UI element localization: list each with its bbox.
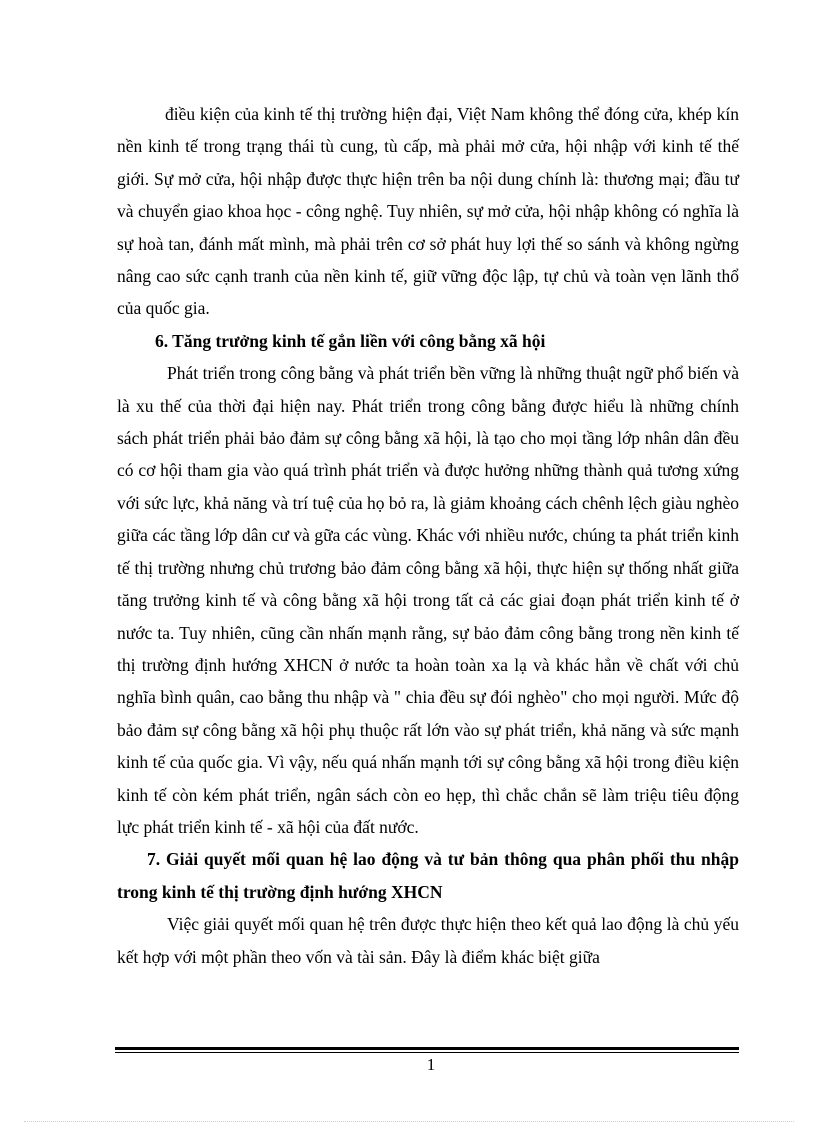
paragraph-section-7: Việc giải quyết mối quan hệ trên được thực hiện theo kết quả lao động là chủ yếu kết hợp với một phần theo vốn và tài sản. Đây là điểm khác biệt giữa	[117, 914, 739, 967]
footer-rule-thick	[115, 1047, 739, 1050]
page-number: 1	[426, 1055, 436, 1074]
section-7-heading: 7. Giải quyết mối quan hệ lao động và tư bản thông qua phân phối thu nhập trong kinh tế thị trường định hướng XHCN	[117, 849, 739, 902]
page-edge-divider	[24, 1121, 794, 1122]
section-6-heading: 6. Tăng trưởng kinh tế gắn liền với công bằng xã hội	[155, 330, 546, 351]
paragraph-intro-continuation: điều kiện của kinh tế thị trường hiện đại, Việt Nam không thể đóng cửa, khép kín nền kinh tế trong trạng thái tù cung, tù cấp, mà phải mở cửa, hội nhập với kinh tế thế giới. Sự mở cửa, hội nhập được thực hiện trên ba nội dung chính là: thương mại; đầu tư và chuyển giao khoa học - công nghệ. Tuy nhiên, sự mở cửa, hội nhập không có nghĩa là sự hoà tan, đánh mất mình, mà phải trên cơ sở phát huy lợi thế so sánh và không ngừng nâng cao sức cạnh tranh của nền kinh tế, giữ vững độc lập, tự chủ và toàn vẹn lãnh thổ của quốc gia.	[117, 104, 739, 319]
footer-rule-thin	[115, 1052, 739, 1053]
document-body	[117, 98, 739, 973]
paragraph-section-6: Phát triển trong công bằng và phát triển bền vững là những thuật ngữ phổ biến và là xu thế của thời đại hiện nay. Phát triển trong công bằng được hiểu là những chính sách phát triển phải bảo đảm sự công bằng xã hội, là tạo cho mọi tầng lớp nhân dân đều có cơ hội tham gia vào quá trình phát triển và được hưởng những thành quả tương xứng với sức lực, khả năng và trí tuệ của họ bỏ ra, là giảm khoảng cách chênh lệch giàu nghèo giữa các tầng lớp dân cư và gữa các vùng. Khác với nhiều nước, chúng ta phát triển kinh tế thị trường nhưng chủ trương bảo đảm công bằng xã hội, thực hiện sự thống nhất giữa tăng trưởng kinh tế và công bằng xã hội trong tất cả các giai đoạn phát triển kinh tế ở nước ta. Tuy nhiên, cũng cần nhấn mạnh rằng, sự bảo đảm công bằng trong nền kinh tế thị trường định hướng XHCN ở nước ta hoàn toàn xa lạ và khác hẳn về chất với chủ nghĩa bình quân, cao bằng thu nhập và " chia đều sự đói nghèo" cho mọi người. Mức độ bảo đảm sự công bằng xã hội phụ thuộc rất lớn vào sự phát triển, khả năng và sức mạnh kinh tế của quốc gia. Vì vậy, nếu quá nhấn mạnh tới sự công bằng xã hội trong điều kiện kinh tế còn kém phát triển, ngân sách còn eo hẹp, thì chắc chắn sẽ làm triệu tiêu động lực phát triển kinh tế - xã hội của đất nước.	[117, 363, 739, 837]
